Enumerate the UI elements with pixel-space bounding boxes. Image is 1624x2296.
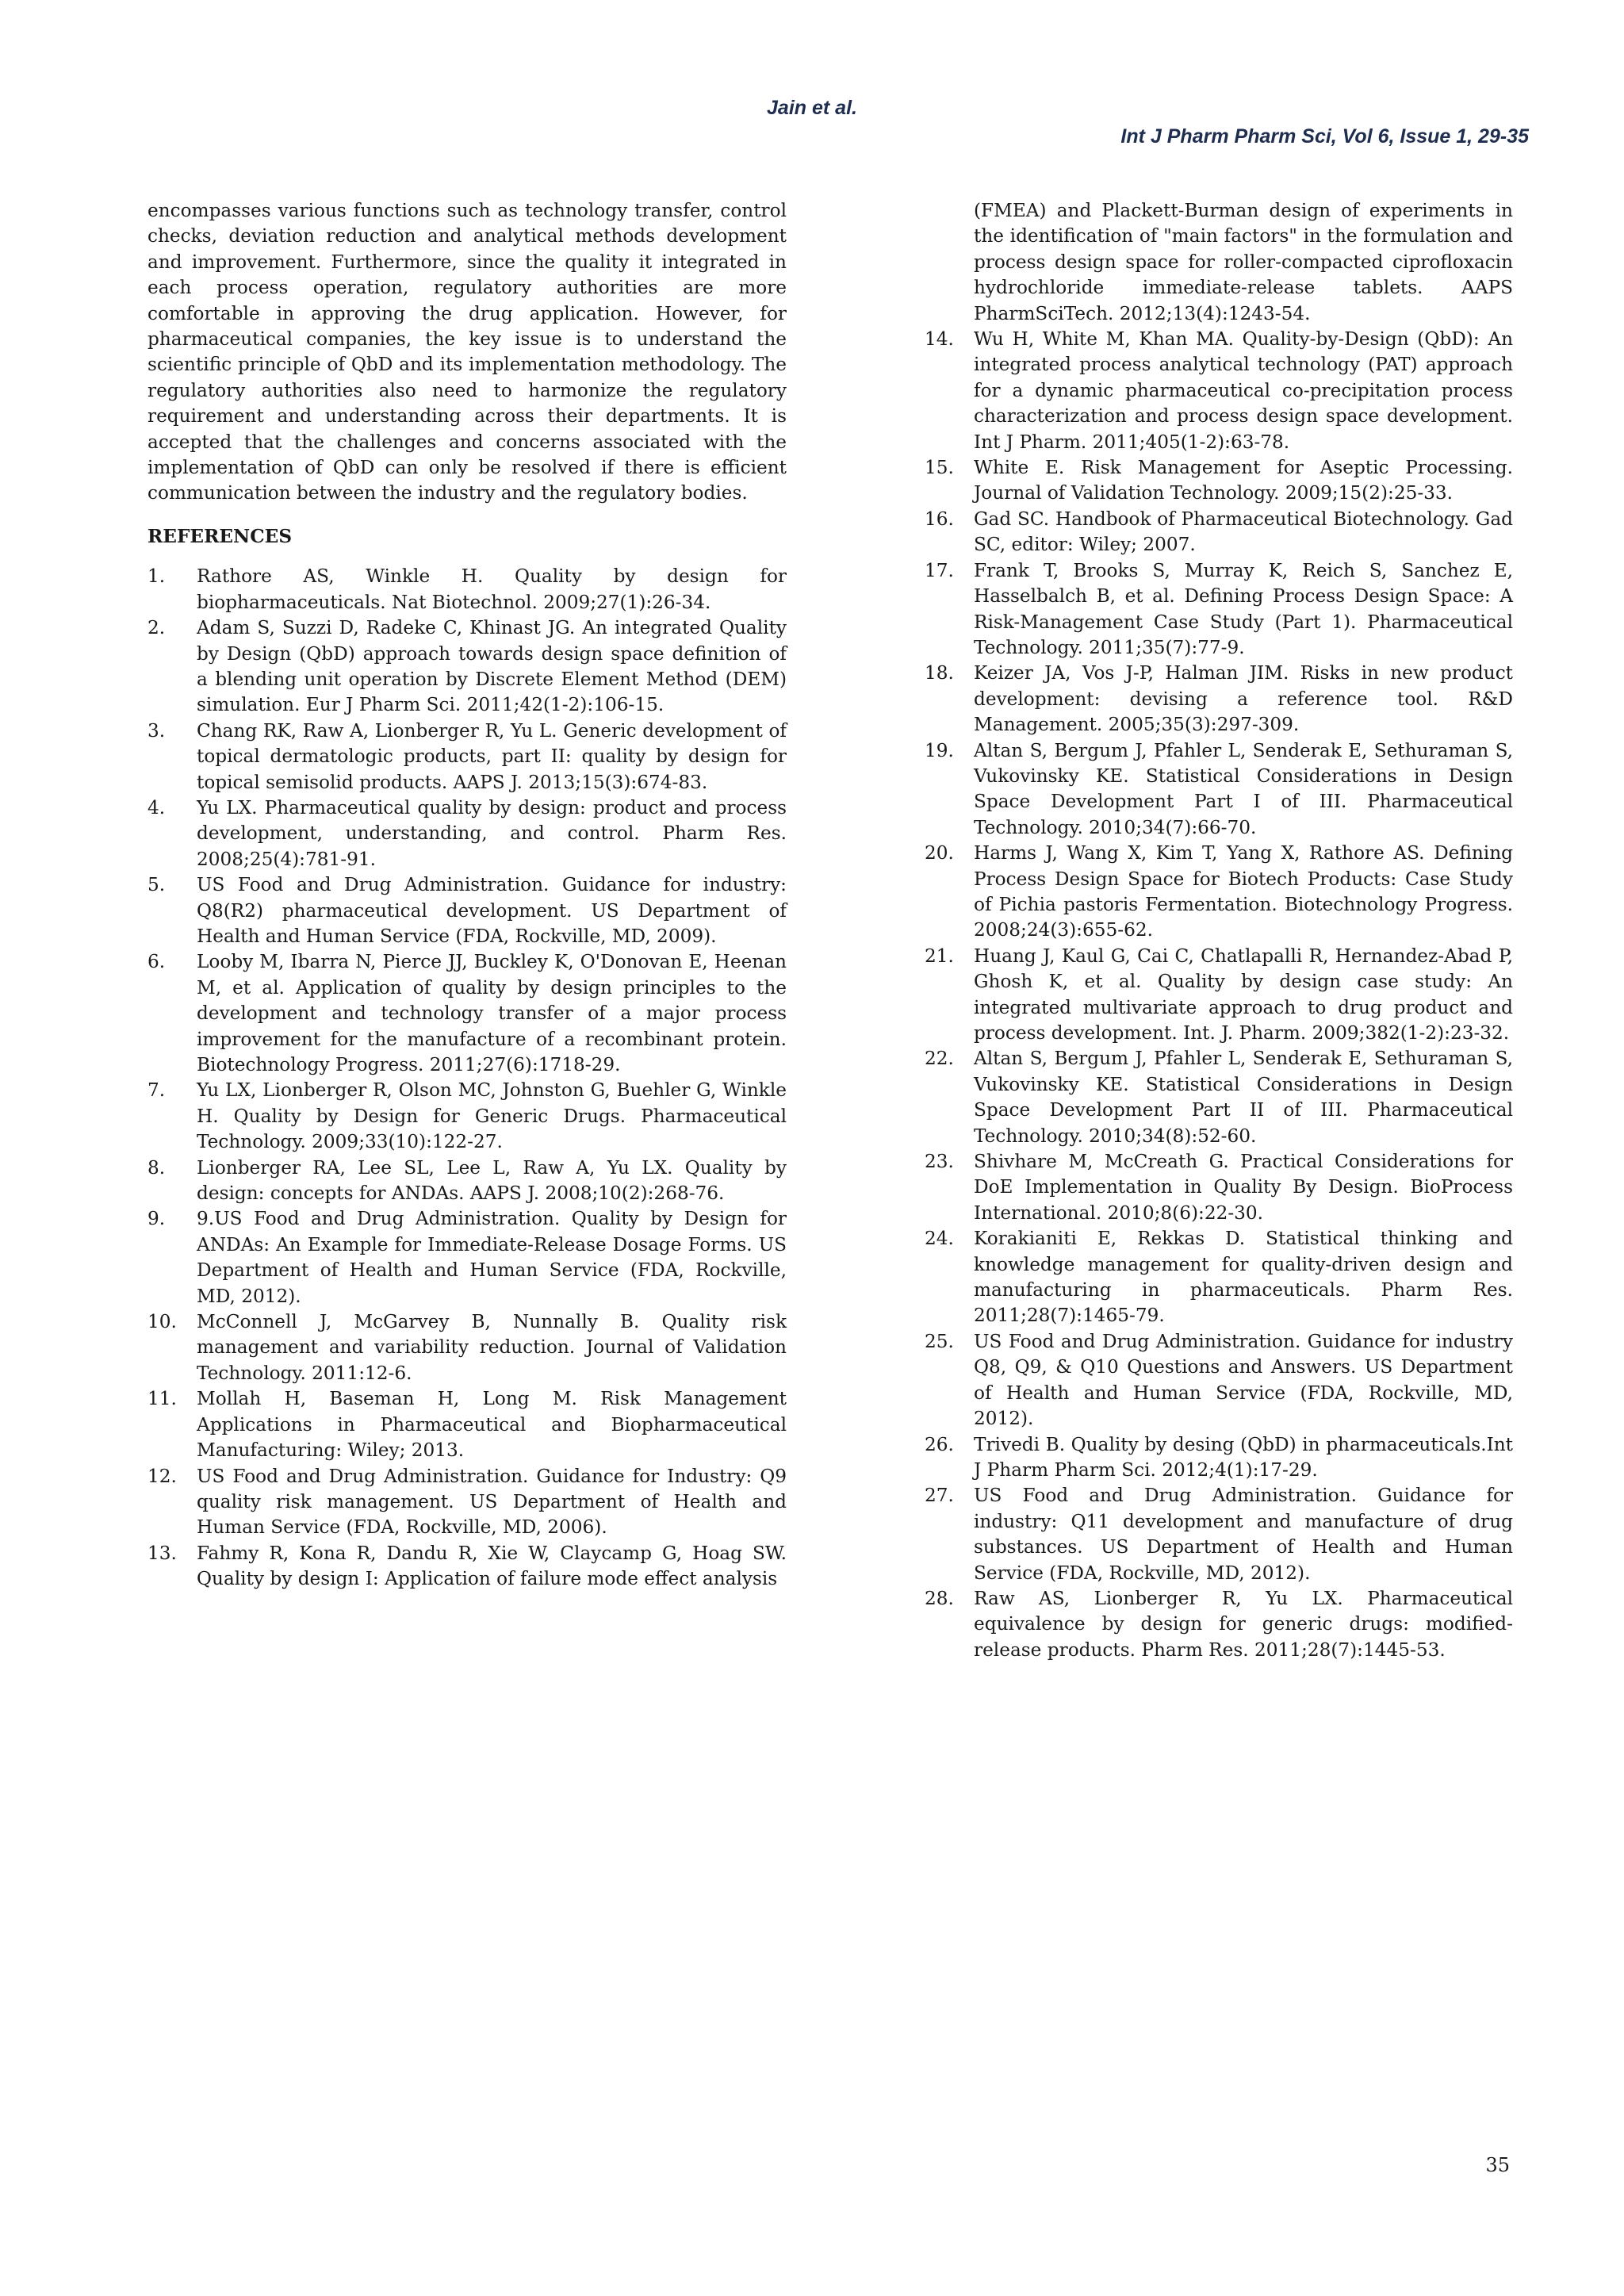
reference-text: US Food and Drug Administration. Guidance for industry Q8, Q9, & Q10 Questions and Answers. US Department of Health and Human Service (FDA, Rockville, MD, 2012).	[974, 1330, 1513, 1430]
reference-text: Altan S, Bergum J, Pfahler L, Senderak E, Sethuraman S, Vukovinsky KE. Statistical Considerations in Design Space Development Part II of III. Pharmaceutical Technology. 2010;34(8):52-60.	[974, 1048, 1513, 1147]
reference-item	[925, 1586, 1513, 1663]
reference-item	[925, 1329, 1513, 1432]
reference-number: 28.	[925, 1587, 954, 1609]
reference-item	[147, 1386, 787, 1463]
running-header-journal: Int J Pharm Pharm Sci, Vol 6, Issue 1, 29-35	[1120, 125, 1529, 148]
reference-text: Mollah H, Baseman H, Long M. Risk Management Applications in Pharmaceutical and Biopharmaceutical Manufacturing: Wiley; 2013.	[197, 1388, 787, 1462]
reference-item	[147, 795, 787, 872]
reference-item	[147, 719, 787, 795]
reference-text: Frank T, Brooks S, Murray K, Reich S, Sanchez E, Hasselbalch B, et al. Defining Process Design Space: A Risk-Management Case Study (Part 1). Pharmaceutical Technology. 2011;35(7):77-9.	[974, 559, 1513, 658]
reference-number: 17.	[925, 559, 954, 581]
reference-number: 14.	[925, 328, 954, 351]
page-number: 35	[1485, 2154, 1510, 2176]
reference-text: Rathore AS, Winkle H. Quality by design for biopharmaceuticals. Nat Biotechnol. 2009;27(1):26-34.	[197, 565, 787, 613]
reference-item	[147, 1078, 787, 1155]
reference-item	[147, 872, 787, 949]
reference-number: 21.	[925, 945, 954, 967]
reference-number: 13.	[147, 1542, 177, 1564]
reference-text: Looby M, Ibarra N, Pierce JJ, Buckley K, O'Donovan E, Heenan M, et al. Application of quality by design principles to the development and technology transfer of a major process improvement for the manufacture of a recombinant protein. Biotechnology Progress. 2011;27(6):1718-29.	[197, 951, 787, 1075]
reference-item	[925, 1226, 1513, 1329]
reference-13-continued-text: (FMEA) and Plackett-Burman design of experiments in the identification of "main factors" in the formulation and process design space for roller-compacted ciprofloxacin hydrochloride immediate-release tablets. AAPS PharmSciTech. 2012;13(4):1243-54.	[974, 200, 1513, 324]
reference-number: 10.	[147, 1311, 177, 1333]
reference-item	[147, 1206, 787, 1309]
reference-list-left	[147, 564, 787, 1592]
reference-number: 16.	[925, 508, 954, 530]
left-column	[147, 198, 787, 1593]
reference-item	[147, 1156, 787, 1207]
reference-number: 8.	[147, 1156, 166, 1179]
reference-number: 27.	[925, 1485, 954, 1507]
reference-text: Korakianiti E, Rekkas D. Statistical thinking and knowledge management for quality-driven design and manufacturing in pharmaceuticals. Pharm Res. 2011;28(7):1465-79.	[974, 1228, 1513, 1327]
reference-text: Altan S, Bergum J, Pfahler L, Senderak E, Sethuraman S, Vukovinsky KE. Statistical Considerations in Design Space Development Part I of III. Pharmaceutical Technology. 2010;34(7):66-70.	[974, 739, 1513, 838]
body-paragraph: encompasses various functions such as technology transfer, control checks, deviation reduction and analytical methods development and improvement. Furthermore, since the quality it integrated in each process operation, regulatory authorities are more comfortable in approving the drug application. However, for pharmaceutical companies, the key issue is to understand the scientific principle of QbD and its implementation methodology. The regulatory authorities also need to harmonize the regulatory requirement and understanding across their departments. It is accepted that the challenges and concerns associated with the implementation of QbD can only be resolved if there is efficient communication between the industry and the regulatory bodies.	[147, 200, 787, 504]
reference-item	[925, 1046, 1513, 1149]
reference-item	[925, 661, 1513, 738]
reference-item	[925, 944, 1513, 1047]
reference-item	[147, 615, 787, 719]
reference-text: McConnell J, McGarvey B, Nunnally B. Quality risk management and variability reduction. Journal of Validation Technology. 2011:12-6.	[197, 1311, 787, 1384]
reference-text: Trivedi B. Quality by desing (QbD) in pharmaceuticals.Int J Pharm Pharm Sci. 2012;4(1):17-29.	[974, 1433, 1513, 1481]
reference-item	[925, 1483, 1513, 1586]
reference-number: 9.	[147, 1208, 166, 1230]
reference-item	[925, 455, 1513, 507]
reference-text: Wu H, White M, Khan MA. Quality-by-Design (QbD): An integrated process analytical technology (PAT) approach for a dynamic pharmaceutical co-precipitation process characterization and process design space development. Int J Pharm. 2011;405(1-2):63-78.	[974, 328, 1513, 453]
reference-text: White E. Risk Management for Aseptic Processing. Journal of Validation Technology. 2009;15(2):25-33.	[974, 457, 1513, 504]
reference-text: US Food and Drug Administration. Guidance for industry: Q11 development and manufacture of drug substances. US Department of Health and Human Service (FDA, Rockville, MD, 2012).	[974, 1485, 1513, 1584]
reference-item	[147, 949, 787, 1078]
reference-number: 5.	[147, 874, 166, 896]
reference-text: Keizer JA, Vos J-P, Halman JIM. Risks in new product development: devising a reference tool. R&D Management. 2005;35(3):297-309.	[974, 662, 1513, 736]
running-header-author: Jain et al.	[767, 97, 857, 119]
reference-number: 26.	[925, 1433, 954, 1455]
reference-number: 12.	[147, 1465, 177, 1487]
reference-number: 22.	[925, 1048, 954, 1070]
reference-item	[925, 507, 1513, 558]
reference-text: US Food and Drug Administration. Guidance for industry: Q8(R2) pharmaceutical development. US Department of Health and Human Service (FDA, Rockville, MD, 2009).	[197, 874, 787, 947]
reference-number: 20.	[925, 842, 954, 864]
reference-list-right	[925, 327, 1513, 1663]
reference-number: 24.	[925, 1228, 954, 1250]
reference-item	[147, 1464, 787, 1541]
reference-number: 3.	[147, 719, 166, 742]
references-heading: REFERENCES	[147, 525, 293, 547]
reference-item	[925, 327, 1513, 455]
reference-text: Raw AS, Lionberger R, Yu LX. Pharmaceutical equivalence by design for generic drugs: modified-release products. Pharm Res. 2011;28(7):1445-53.	[974, 1587, 1513, 1661]
reference-number: 23.	[925, 1151, 954, 1173]
reference-number: 2.	[147, 617, 166, 639]
reference-number: 4.	[147, 796, 166, 818]
reference-number: 19.	[925, 739, 954, 761]
reference-text: Gad SC. Handbook of Pharmaceutical Biotechnology. Gad SC, editor: Wiley; 2007.	[974, 508, 1513, 556]
reference-number: 7.	[147, 1079, 166, 1102]
reference-item	[925, 841, 1513, 944]
reference-text: Huang J, Kaul G, Cai C, Chatlapalli R, Hernandez-Abad P, Ghosh K, et al. Quality by design case study: An integrated multivariate approach to drug product and process development. Int. J. Pharm. 2009;382(1-2):23-32.	[974, 945, 1513, 1044]
reference-item	[925, 738, 1513, 841]
reference-text: 9.US Food and Drug Administration. Quality by Design for ANDAs: An Example for Immediate-Release Dosage Forms. US Department of Health and Human Service (FDA, Rockville, MD, 2012).	[197, 1208, 787, 1307]
reference-item	[925, 558, 1513, 661]
reference-number: 25.	[925, 1330, 954, 1352]
reference-item	[925, 1432, 1513, 1484]
reference-text: Lionberger RA, Lee SL, Lee L, Raw A, Yu LX. Quality by design: concepts for ANDAs. AAPS J. 2008;10(2):268-76.	[197, 1156, 787, 1205]
reference-continuation	[925, 198, 1513, 327]
reference-number: 18.	[925, 662, 954, 684]
reference-item	[147, 1309, 787, 1386]
right-column	[925, 198, 1513, 1663]
reference-text: Adam S, Suzzi D, Radeke C, Khinast JG. An integrated Quality by Design (QbD) approach towards design space definition of a blending unit operation by Discrete Element Method (DEM) simulation. Eur J Pharm Sci. 2011;42(1-2):106-15.	[197, 617, 787, 716]
reference-number: 15.	[925, 457, 954, 479]
reference-number: 11.	[147, 1388, 177, 1410]
reference-item	[147, 1541, 787, 1593]
reference-item	[147, 564, 787, 615]
reference-item	[925, 1149, 1513, 1226]
reference-text: US Food and Drug Administration. Guidance for Industry: Q9 quality risk management. US Department of Health and Human Service (FDA, Rockville, MD, 2006).	[197, 1465, 787, 1539]
reference-number: 1.	[147, 565, 166, 588]
reference-text: Yu LX. Pharmaceutical quality by design: product and process development, understanding, and control. Pharm Res. 2008;25(4):781-91.	[197, 796, 787, 870]
reference-text: Chang RK, Raw A, Lionberger R, Yu L. Generic development of topical dermatologic products, part II: quality by design for topical semisolid products. AAPS J. 2013;15(3):674-83.	[197, 719, 787, 793]
reference-text: Harms J, Wang X, Kim T, Yang X, Rathore AS. Defining Process Design Space for Biotech Products: Case Study of Pichia pastoris Fermentation. Biotechnology Progress. 2008;24(3):655-62.	[974, 842, 1513, 941]
reference-number: 6.	[147, 951, 166, 973]
reference-text: Fahmy R, Kona R, Dandu R, Xie W, Claycamp G, Hoag SW. Quality by design I: Application of failure mode effect analysis	[197, 1542, 787, 1590]
reference-text: Yu LX, Lionberger R, Olson MC, Johnston G, Buehler G, Winkle H. Quality by Design for Generic Drugs. Pharmaceutical Technology. 2009;33(10):122-27.	[197, 1079, 787, 1153]
reference-text: Shivhare M, McCreath G. Practical Considerations for DoE Implementation in Quality By Design. BioProcess International. 2010;8(6):22-30.	[974, 1151, 1513, 1224]
